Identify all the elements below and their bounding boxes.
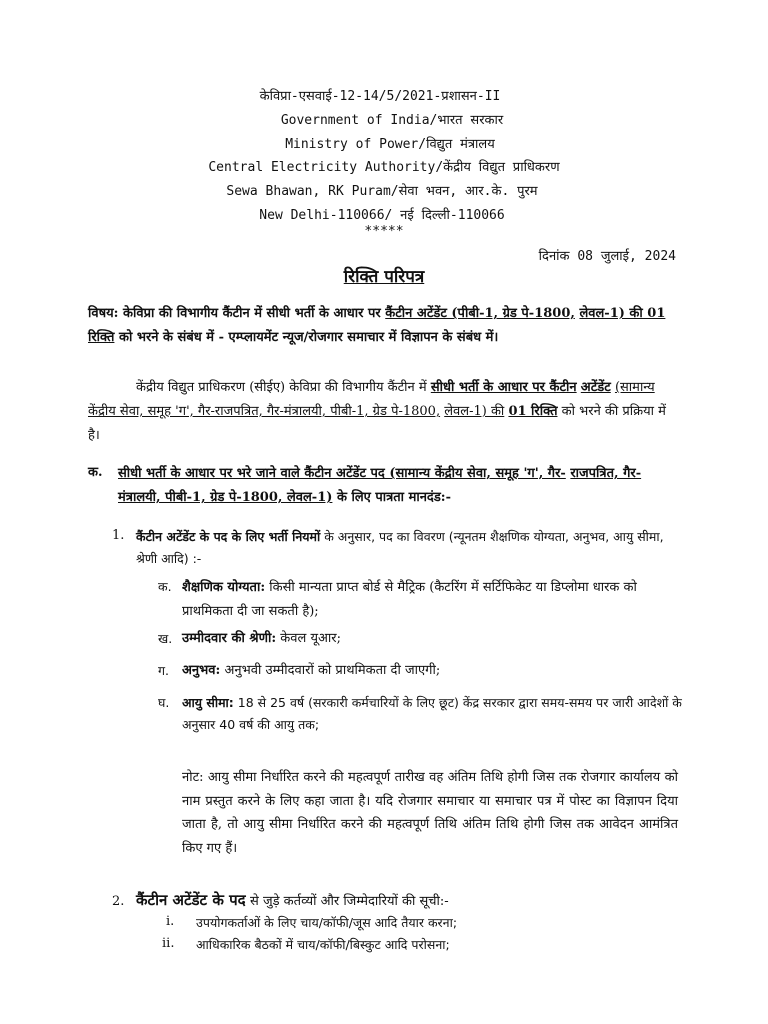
subitem-head: शैक्षणिक योग्यता: <box>182 580 266 595</box>
section-ka-tail: के लिए पात्रता मानदंड:- <box>336 490 451 505</box>
subitem-label: ख. <box>158 631 173 646</box>
duty-number: ii. <box>162 936 175 951</box>
item-1-number: 1. <box>112 528 125 543</box>
header-separator: ***** <box>364 224 404 239</box>
subitem-qualification <box>182 576 682 624</box>
subitem-text: केवल यूआर; <box>280 631 341 646</box>
reference-number: केविप्रा-एसवाई-12-14/5/2021-प्रशासन-II <box>259 89 501 104</box>
subject-text: केविप्रा की विभागीय कैंटीन में सीधी भर्ती के आधार पर <box>122 306 381 321</box>
section-ka-label: क. <box>88 465 103 480</box>
header-government: Government of India/भारत सरकार <box>280 113 504 128</box>
subitem-text-2: डिप्लोमा धारक को प्राथमिकता दी जा सकती है); <box>182 580 637 619</box>
header-authority: Central Electricity Authority/केंद्रीय विद्युत प्राधिकरण <box>208 160 560 175</box>
subitem-age-limit <box>182 692 682 736</box>
subitem-text-2: जारी आदेशों के अनुसार 40 वर्ष की आयु तक; <box>182 695 682 732</box>
note-line: समाचार या समाचार पत्र में पोस्ट का विज्ञापन दिया जाता है, तो आयु सीमा निर्धारित <box>182 793 678 832</box>
intro-level: लेवल-1) की <box>444 404 505 419</box>
subject-label: विषय: <box>88 306 119 321</box>
intro-post-name: अटेंडेंट <box>580 380 611 395</box>
subitem-label: घ. <box>158 695 170 710</box>
subitem-text: किसी मान्यता प्राप्त बोर्ड से मैट्रिक (कैटरिंग में सर्टिफिकेट या <box>269 580 547 595</box>
intro-recruitment-basis: सीधी भर्ती के आधार पर कैंटीन <box>430 380 577 395</box>
note-line: नोट: आयु सीमा निर्धारित करने की महत्वपूर्ण तारीख वह अंतिम तिथि होगी जिस <box>182 770 555 785</box>
item-1-text <box>136 526 680 570</box>
subitem-category <box>182 628 341 646</box>
duty-text: उपयोगकर्ताओं के लिए चाय/कॉफी/जूस आदि तैयार करना; <box>196 915 458 930</box>
item-2-number: 2. <box>112 894 125 909</box>
item-2-text: से जुड़े कर्तव्यों और जिम्मेदारियों की सूची:- <box>250 894 449 909</box>
intro-post-details: (सामान्य केंद्रीय सेवा, समूह 'ग', गैर-राजपत्रित, गैर-मंत्रालयी, पीबी-1, ग्रेड पे-1800, <box>88 380 655 419</box>
subitem-text: अनुभवी उम्मीदवारों को प्राथमिकता दी जाएगी; <box>224 663 441 678</box>
duty-number: i. <box>166 914 175 929</box>
subitem-label: क. <box>158 579 172 594</box>
document-title: रिक्ति परिपत्र <box>343 267 425 287</box>
item-1-desc-2: सीमा, श्रेणी आदि) :- <box>136 529 664 566</box>
document-date: दिनांक 08 जुलाई, 2024 <box>538 249 676 264</box>
subitem-experience <box>182 660 440 678</box>
intro-vacancy-count: 01 रिक्ति <box>508 404 558 419</box>
header-ministry: Ministry of Power/विद्युत मंत्रालय <box>285 137 495 152</box>
subitem-head: आयु सीमा: <box>182 695 234 710</box>
subitem-head: उम्मीदवार की श्रेणी: <box>182 631 277 646</box>
subitem-label: ग. <box>158 663 170 678</box>
header-address: Sewa Bhawan, RK Puram/सेवा भवन, आर.के. पुरम <box>226 184 538 199</box>
subitem-head: अनुभव: <box>182 663 221 678</box>
section-ka-line-1: सीधी भर्ती के आधार पर भरे जाने वाले कैंटीन अटेंडेंट पद (सामान्य केंद्रीय सेवा, समूह 'ग', गैर- <box>118 466 566 481</box>
item-1-desc: के अनुसार, पद का विवरण (न्यूनतम शैक्षणिक योग्यता, अनुभव, आयु <box>324 529 634 544</box>
item-1-bold: कैंटीन अटेंडेंट के पद के लिए भर्ती नियमों <box>136 529 321 544</box>
intro-text-end: को भरने की प्रक्रिया में है। <box>88 404 666 443</box>
subject-text-3: में। <box>485 330 499 345</box>
item-2-heading <box>136 890 449 910</box>
section-ka-line-2: राजपत्रित, गैर-मंत्रालयी, पीबी-1, ग्रेड पे-1800, लेवल-1) <box>118 466 642 505</box>
duty-text: आधिकारिक बैठकों में चाय/कॉफी/बिस्कुट आदि परोसना; <box>196 937 450 952</box>
note-line: करने की महत्वपूर्ण तिथि अंतिम तिथि होगी जिस तक आवेदन आमंत्रित किए गए हैं। <box>182 817 678 856</box>
section-ka-heading <box>118 462 680 510</box>
subject-paragraph <box>88 302 680 350</box>
subject-post: कैंटीन अटेंडेंट (पीबी-1, ग्रेड पे-1800, <box>385 306 575 321</box>
subject-post-level: लेवल-1) की 01 रिक्ति <box>88 306 666 345</box>
intro-text: केंद्रीय विद्युत प्राधिकरण (सीईए) केविप्रा की विभागीय कैंटीन में <box>136 380 427 395</box>
note-line: तक रोजगार कार्यालय को नाम प्रस्तुत करने के लिए कहा जाता है। यदि रोजगार <box>182 770 678 809</box>
subitem-text: 18 से 25 वर्ष (सरकारी कर्मचारियों के लिए छूट) केंद्र सरकार द्वारा समय-समय पर <box>237 695 609 710</box>
intro-paragraph <box>88 376 680 448</box>
item-2-bold: कैंटीन अटेंडेंट के पद <box>136 891 246 909</box>
age-limit-note <box>182 766 678 860</box>
header-city: New Delhi-110066/ नई दिल्ली-110066 <box>259 208 505 223</box>
subject-text-2: को भरने के संबंध में - एम्प्लायमेंट न्यूज/रोजगार समाचार में विज्ञापन के संबंध <box>118 330 482 345</box>
